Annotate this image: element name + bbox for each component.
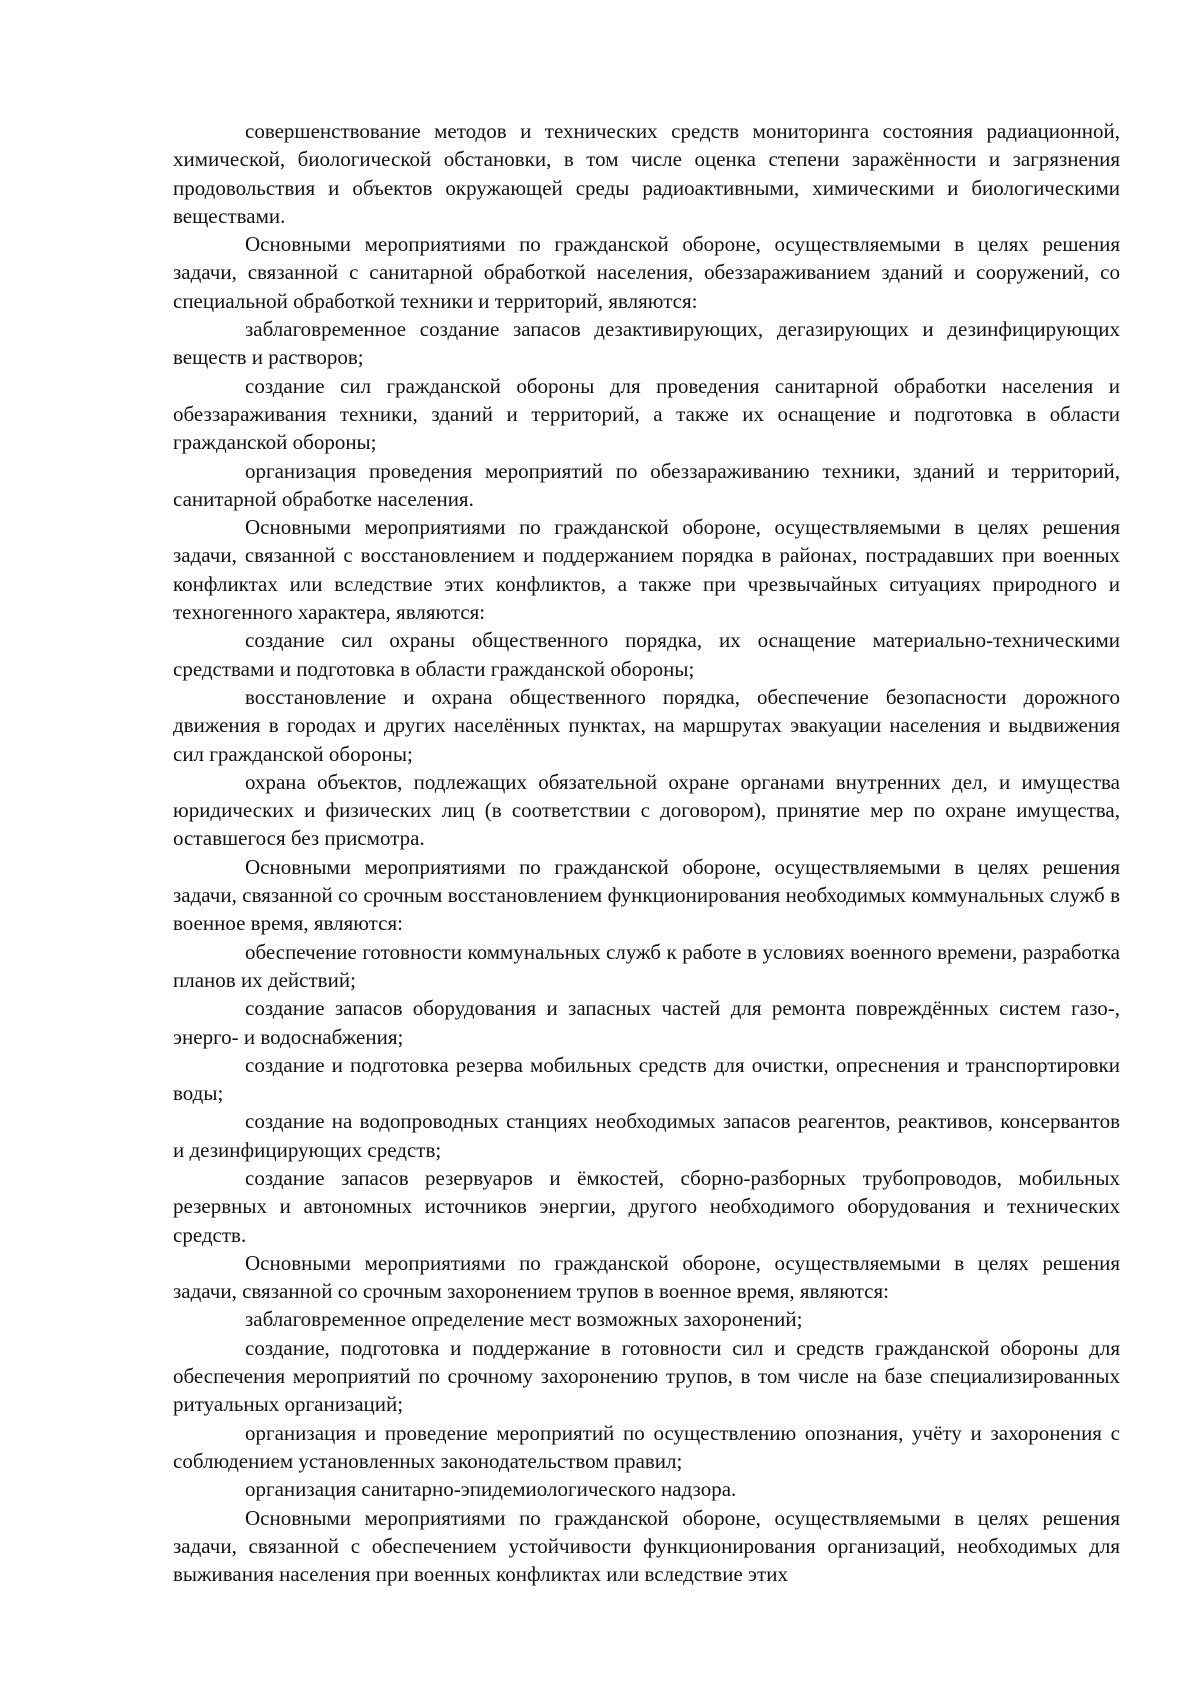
paragraph-sanitary-forces: создание сил гражданской обороны для проведения санитарной обработки населения и обеззараживания техники, зданий и территорий, а также их оснащение и подготовка в области гражданской обороны; [173,373,1120,455]
paragraph-epidemiological-supervision: организация санитарно-эпидемиологического надзора. [245,1477,737,1502]
paragraph-utilities-intro: Основными мероприятиями по гражданской обороне, осуществляемыми в целях решения задачи, связанной со срочным восстановлением функционирования необходимых коммунальных служб в военное время, являются: [173,854,1120,936]
paragraph-identification: организация и проведение мероприятий по осуществлению опознания, учёту и захоронения с соблюдением установленных законодательством правил; [173,1420,1120,1473]
paragraph-sanitary-treatment-intro: Основными мероприятиями по гражданской обороне, осуществляемыми в целях решения задачи, связанной с санитарной обработкой населения, обеззараживанием зданий и сооружений, со специальной обработкой техники и территорий, являются: [173,232,1120,313]
paragraph-utilities-readiness: обеспечение готовности коммунальных служб к работе в условиях военного времени, разработка планов их действий; [173,939,1120,992]
document-page [173,117,1120,1588]
paragraph-burial-forces: создание, подготовка и поддержание в готовности сил и средств гражданской обороны для обеспечения мероприятий по срочному захоронению трупов, в том числе на базе специализированных ритуальных организаций; [173,1335,1120,1417]
paragraph-water-reserve: создание и подготовка резерва мобильных средств для очистки, опреснения и транспортировки воды; [173,1052,1120,1106]
paragraph-disinfection-organization: организация проведения мероприятий по обеззараживанию техники, зданий и территорий, санитарной обработке населения. [173,458,1120,511]
paragraph-public-order-restoration: восстановление и охрана общественного порядка, обеспечение безопасности дорожного движения в городах и других населённых пунктах, на маршрутах эвакуации населения и выдвижения сил гражданской обороны; [173,684,1120,766]
paragraph-burial-intro: Основными мероприятиями по гражданской обороне, осуществляемыми в целях решения задачи, связанной со срочным захоронением трупов в военное время, являются: [173,1250,1120,1304]
paragraph-burial-sites: заблаговременное определение мест возможных захоронений; [245,1307,803,1332]
paragraph-monitoring-improvement: совершенствование методов и технических средств мониторинга состояния радиационной, химической, биологической обстановки, в том числе оценка степени заражённости и загрязнения продовольствия и объектов окружающей среды радиоактивными, химическими и биологическими веществами. [173,119,1120,228]
paragraph-property-protection: охрана объектов, подлежащих обязательной охране органами внутренних дел, и имущества юридических и физических лиц (в соответствии с договором), принятие мер по охране имущества, оставшегося без присмотра. [173,769,1120,851]
paragraph-stability-intro: Основными мероприятиями по гражданской обороне, осуществляемыми в целях решения задачи, связанной с обеспечением устойчивости функционирования организаций, необходимых для выживания населения при военных конфликтах или вследствие этих [173,1505,1120,1587]
paragraph-public-order-intro: Основными мероприятиями по гражданской обороне, осуществляемыми в целях решения задачи, связанной с восстановлением и поддержанием порядка в районах, пострадавших при военных конфликтах или вследствие этих конфликтов, а также при чрезвычайных ситуациях природного и техногенного характера, являются: [173,515,1120,625]
paragraph-public-order-forces: создание сил охраны общественного порядка, их оснащение материально-техническими средствами и подготовка в области гражданской обороны; [173,628,1120,681]
paragraph-reagent-stocks: создание на водопроводных станциях необходимых запасов реагентов, реактивов, консервантов и дезинфицирующих средств; [173,1109,1120,1162]
paragraph-spare-parts-stocks: создание запасов оборудования и запасных частей для ремонта повреждённых систем газо-, энерго- и водоснабжения; [173,996,1120,1049]
paragraph-equipment-stocks: создание запасов резервуаров и ёмкостей, сборно-разборных трубопроводов, мобильных резервных и автономных источников энергии, другого необходимого оборудования и технических средств. [173,1165,1120,1247]
paragraph-decontamination-stocks: заблаговременное создание запасов дезактивирующих, дегазирующих и дезинфицирующих веществ и растворов; [173,317,1120,370]
